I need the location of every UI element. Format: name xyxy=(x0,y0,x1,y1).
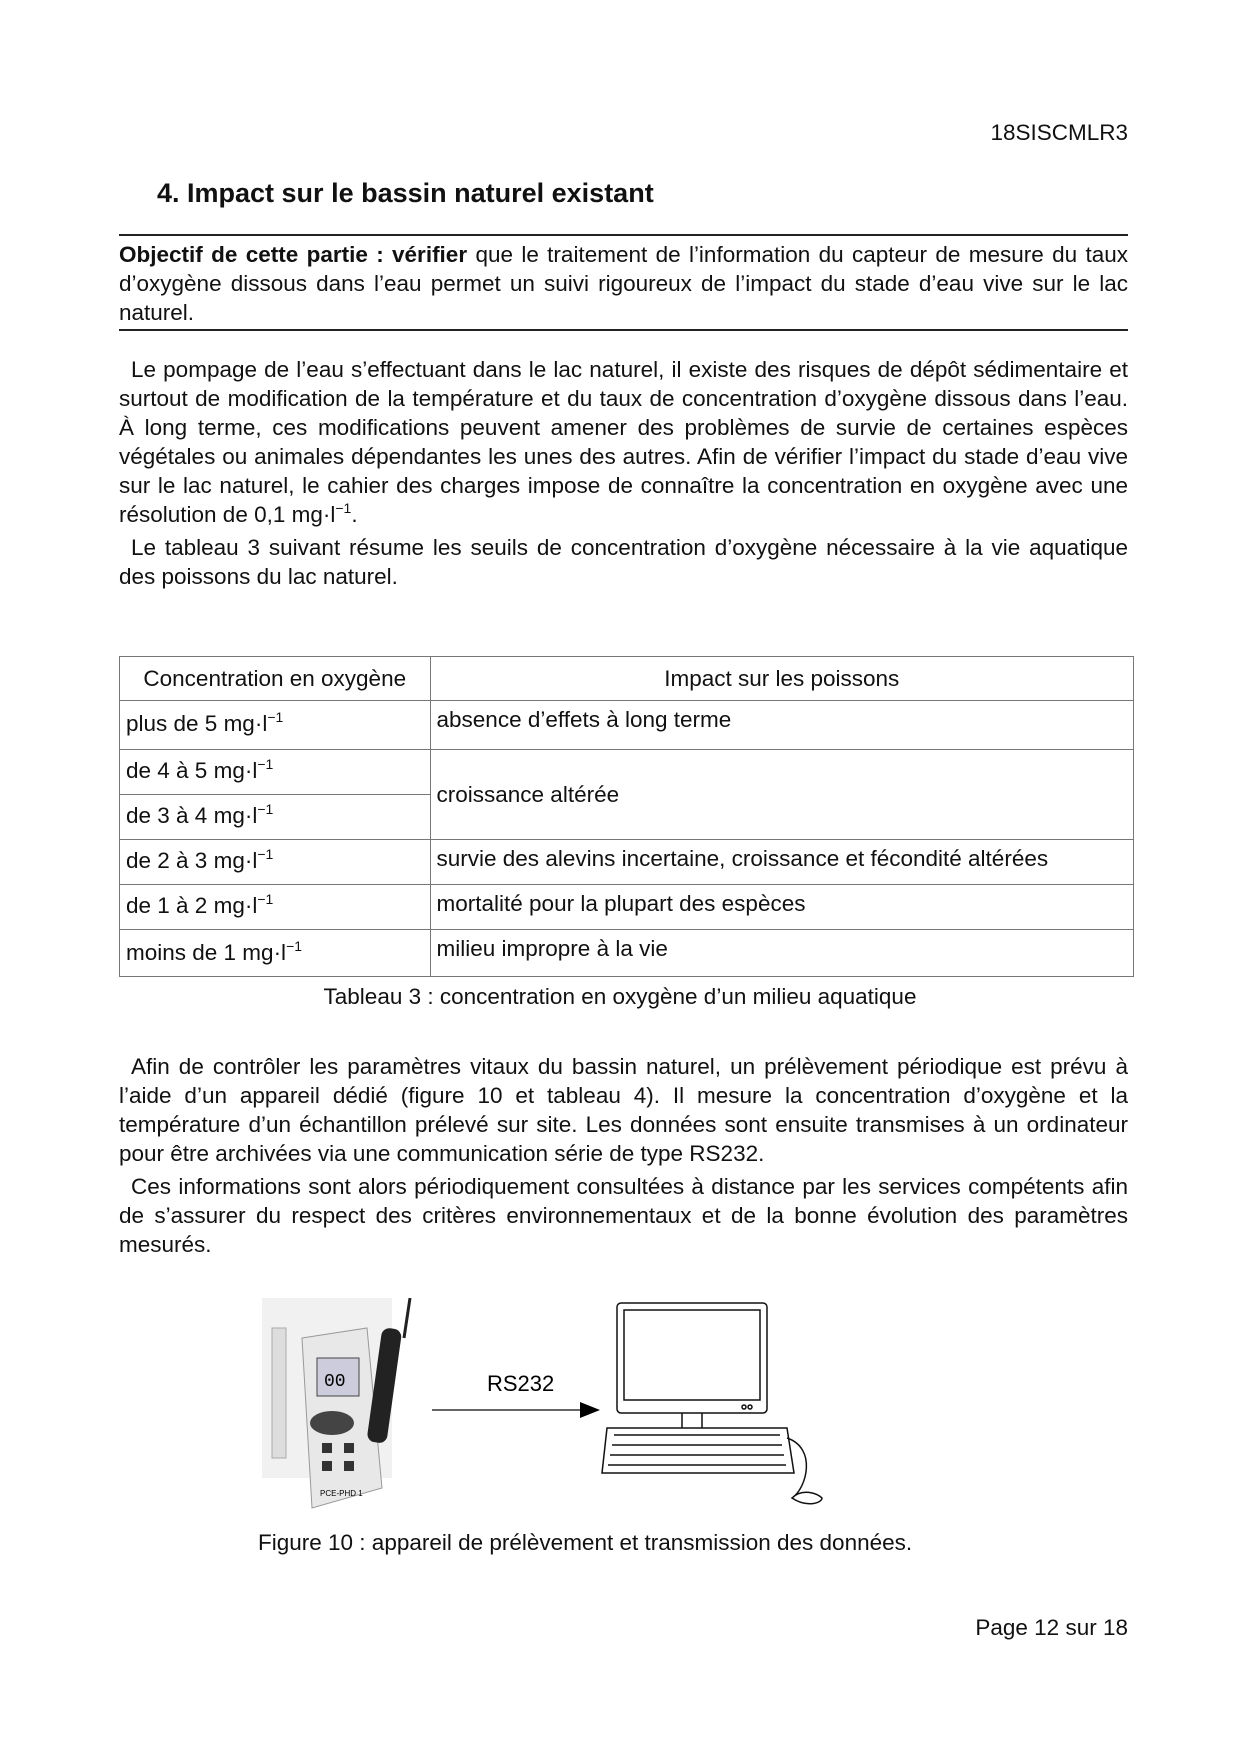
superscript: −1 xyxy=(286,938,303,954)
concentration-cell: moins de 1 mg·l xyxy=(126,940,287,965)
table-row xyxy=(120,840,1134,885)
paragraph: Ces informations sont alors périodiquement consultées à distance par les services compétents afin de s’assurer du respect des critères environnementaux et de la bonne évolution des paramètres mesurés. xyxy=(119,1174,1128,1257)
arrow-icon xyxy=(432,1402,600,1418)
page-number: Page 12 sur 18 xyxy=(975,1615,1128,1640)
table-row xyxy=(120,930,1134,977)
oxygen-table xyxy=(119,656,1134,977)
superscript: −1 xyxy=(335,500,352,516)
impact-cell: croissance altérée xyxy=(430,750,1133,840)
impact-cell: survie des alevins incertaine, croissance et fécondité altérées xyxy=(430,840,1133,885)
column-header: Impact sur les poissons xyxy=(430,657,1133,701)
paragraph-end: . xyxy=(351,502,358,527)
intro-paragraphs xyxy=(119,355,1128,591)
table-row xyxy=(120,750,1134,795)
concentration-cell: de 3 à 4 mg·l xyxy=(126,803,258,828)
figure-caption: Figure 10 : appareil de prélèvement et transmission des données. xyxy=(258,1530,913,1555)
table-caption: Tableau 3 : concentration en oxygène d’un milieu aquatique xyxy=(323,984,917,1009)
superscript: −1 xyxy=(257,891,274,907)
measurement-device-image xyxy=(262,1298,410,1508)
section-title: 4. Impact sur le bassin naturel existant xyxy=(157,178,654,208)
table-row xyxy=(120,885,1134,930)
objective-verb: vérifier xyxy=(392,242,468,267)
svg-text:00: 00 xyxy=(324,1372,346,1392)
concentration-cell: plus de 5 mg·l xyxy=(126,711,268,736)
paragraph xyxy=(119,355,1128,529)
impact-cell: milieu impropre à la vie xyxy=(430,930,1133,977)
concentration-cell: de 4 à 5 mg·l xyxy=(126,758,258,783)
column-header: Concentration en oxygène xyxy=(120,657,431,701)
divider xyxy=(119,234,1128,236)
objective-box xyxy=(119,240,1128,327)
divider xyxy=(119,329,1128,331)
paragraph-text: Le pompage de l’eau s’effectuant dans le lac naturel, il existe des risques de dépôt sédimentaire et surtout de modification de la température et du taux de concentration d’oxygène dissous dans l’eau. À long terme, ces modifications peuvent amener des problèmes de survie de certaines espèces végétales ou animales dépendantes les unes des autres. Afin de vérifier l’impact du stade d’eau vive sur le lac naturel, le cahier des charges impose de connaître la concentration en oxygène avec une résolution de 0,1 mg·l xyxy=(119,357,1128,527)
computer-icon xyxy=(602,1303,822,1504)
impact-cell: mortalité pour la plupart des espèces xyxy=(430,885,1133,930)
figure-10 xyxy=(262,1298,1022,1518)
superscript: −1 xyxy=(257,801,274,817)
impact-cell: absence d’effets à long terme xyxy=(430,701,1133,750)
superscript: −1 xyxy=(267,709,284,725)
document-code: 18SISCMLR3 xyxy=(990,120,1128,145)
paragraph: Le tableau 3 suivant résume les seuils de concentration d’oxygène nécessaire à la vie aquatique des poissons du lac naturel. xyxy=(119,535,1128,589)
table-row xyxy=(120,701,1134,750)
paragraph: Afin de contrôler les paramètres vitaux du bassin naturel, un prélèvement périodique est prévu à l’aide d’un appareil dédié (figure 10 et tableau 4). Il mesure la concentration d’oxygène et la température d’un échantillon prélevé sur site. Les données sont ensuite transmises à un ordinateur pour être archivées via une communication série de type RS232. xyxy=(119,1054,1128,1166)
device-label: PCE-PHD 1 xyxy=(320,1489,363,1498)
objective-label: Objectif de cette partie : xyxy=(119,242,393,267)
superscript: −1 xyxy=(257,756,274,772)
concentration-cell: de 2 à 3 mg·l xyxy=(126,848,258,873)
rs232-label: RS232 xyxy=(487,1371,555,1396)
superscript: −1 xyxy=(257,846,274,862)
objective-text: que le traitement de l’information du capteur de mesure du taux d’oxygène dissous dans l’eau permet un suivi rigoureux de l’impact du stade d’eau vive sur le lac naturel. xyxy=(119,242,1128,325)
body-paragraphs xyxy=(119,1052,1128,1259)
concentration-cell: de 1 à 2 mg·l xyxy=(126,893,258,918)
